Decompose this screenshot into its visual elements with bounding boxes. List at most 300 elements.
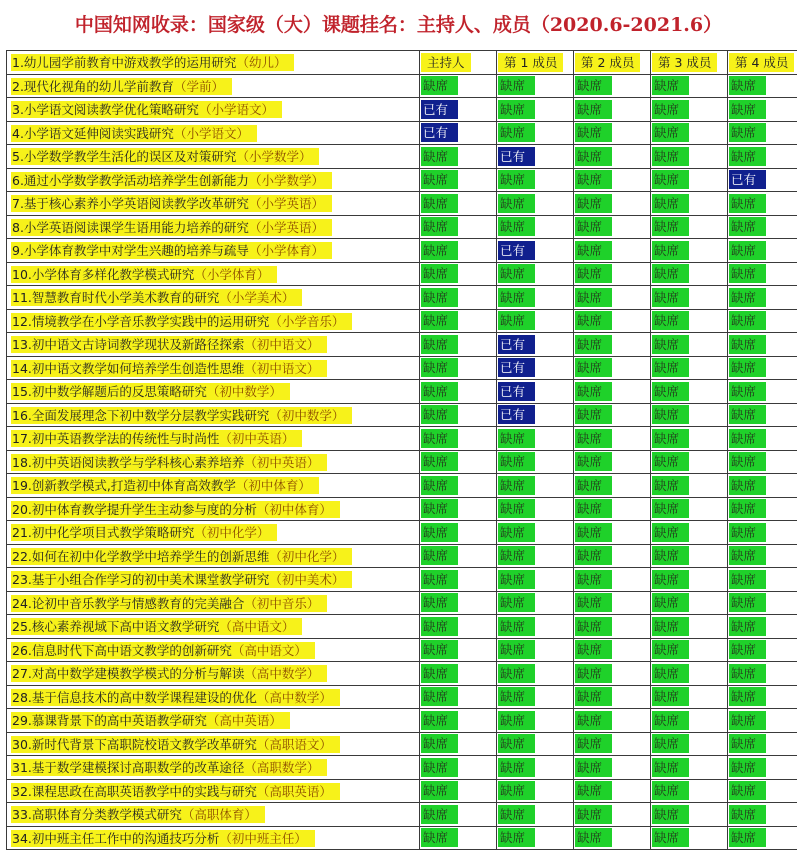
status-absent: 缺席 — [575, 194, 612, 213]
table-row — [7, 215, 797, 239]
status-cell — [497, 756, 574, 780]
status-cell — [574, 544, 651, 568]
table-row — [7, 286, 797, 310]
status-absent: 缺席 — [729, 452, 766, 471]
status-absent: 缺席 — [498, 734, 535, 753]
status-cell — [420, 145, 497, 169]
status-absent: 缺席 — [729, 264, 766, 283]
status-absent: 缺席 — [498, 123, 535, 142]
topic-cell — [7, 192, 420, 216]
status-absent: 缺席 — [575, 570, 612, 589]
status-absent: 缺席 — [498, 570, 535, 589]
status-cell — [728, 215, 797, 239]
status-cell — [574, 732, 651, 756]
status-absent: 缺席 — [729, 523, 766, 542]
topic-cell — [7, 544, 420, 568]
header-cell — [574, 51, 651, 75]
status-cell — [728, 756, 797, 780]
status-present: 已有 — [498, 405, 535, 424]
status-absent: 缺席 — [575, 311, 612, 330]
status-absent: 缺席 — [652, 100, 689, 119]
status-absent: 缺席 — [421, 664, 458, 683]
status-absent: 缺席 — [652, 546, 689, 565]
topic-subject: （小学体育） — [194, 266, 270, 282]
table-row — [7, 826, 797, 850]
topic-title: 22.如何在初中化学教学中培养学生的创新思维 — [12, 548, 270, 564]
status-cell — [574, 356, 651, 380]
status-absent: 缺席 — [421, 429, 458, 448]
status-cell — [574, 121, 651, 145]
status-cell — [651, 98, 728, 122]
status-cell — [574, 521, 651, 545]
header-cell — [497, 51, 574, 75]
status-cell — [651, 168, 728, 192]
status-absent: 缺席 — [575, 429, 612, 448]
table-row — [7, 803, 797, 827]
status-absent: 缺席 — [575, 217, 612, 236]
topic-cell — [7, 333, 420, 357]
status-cell — [420, 521, 497, 545]
status-cell — [574, 779, 651, 803]
topic-cell — [7, 756, 420, 780]
status-absent: 缺席 — [498, 828, 535, 847]
topic-subject: （初中英语） — [219, 431, 295, 447]
topic-subject: （小学数学） — [248, 172, 324, 188]
status-absent: 缺席 — [575, 452, 612, 471]
topic-highlight — [11, 759, 327, 776]
status-cell — [574, 474, 651, 498]
topic-highlight — [11, 266, 277, 283]
status-cell — [497, 497, 574, 521]
topic-title: 6.通过小学数学教学活动培养学生创新能力 — [12, 172, 249, 188]
topic-subject: （小学体育） — [248, 243, 324, 259]
status-present: 已有 — [498, 358, 535, 377]
topic-subject: （初中体育） — [256, 501, 332, 517]
status-absent: 缺席 — [575, 640, 612, 659]
topic-title: 4.小学语文延伸阅读实践研究 — [12, 125, 174, 141]
status-absent: 缺席 — [421, 358, 458, 377]
status-cell — [574, 568, 651, 592]
topic-title: 30.新时代背景下高职院校语文教学改革研究 — [12, 736, 257, 752]
topic-title: 20.初中体育教学提升学生主动参与度的分析 — [12, 501, 257, 517]
table-row — [7, 262, 797, 286]
status-cell — [497, 333, 574, 357]
topic-cell — [7, 662, 420, 686]
topic-title: 23.基于小组合作学习的初中美术课堂教学研究 — [12, 572, 270, 588]
status-cell — [728, 615, 797, 639]
status-absent: 缺席 — [498, 523, 535, 542]
status-cell — [497, 380, 574, 404]
status-cell — [651, 450, 728, 474]
status-absent: 缺席 — [498, 429, 535, 448]
page-title: 中国知网收录：国家级（大）课题挂名：主持人、成员（2020.6-2021.6） — [74, 14, 723, 36]
topic-title: 31.基于数学建模探讨高职数学的改革途径 — [12, 760, 245, 776]
status-absent: 缺席 — [575, 147, 612, 166]
status-cell — [420, 333, 497, 357]
topic-highlight — [11, 618, 302, 635]
status-absent: 缺席 — [575, 382, 612, 401]
status-absent: 缺席 — [729, 123, 766, 142]
topic-subject: （小学英语） — [248, 219, 324, 235]
status-absent: 缺席 — [575, 476, 612, 495]
status-absent: 缺席 — [729, 194, 766, 213]
status-cell — [728, 356, 797, 380]
status-cell — [651, 591, 728, 615]
status-absent: 缺席 — [652, 476, 689, 495]
status-cell — [574, 826, 651, 850]
table-row — [7, 74, 797, 98]
status-absent: 缺席 — [421, 734, 458, 753]
status-absent: 缺席 — [575, 405, 612, 424]
status-absent: 缺席 — [729, 311, 766, 330]
status-absent: 缺席 — [729, 734, 766, 753]
topic-cell — [7, 638, 420, 662]
topic-highlight — [11, 830, 315, 847]
column-header: 第 3 成员 — [652, 53, 717, 72]
status-absent: 缺席 — [729, 640, 766, 659]
status-absent: 缺席 — [421, 264, 458, 283]
status-cell — [574, 591, 651, 615]
topic-subject: （幼儿） — [236, 55, 287, 71]
status-cell — [574, 615, 651, 639]
status-cell — [728, 685, 797, 709]
topic-title: 29.慕课背景下的高中英语教学研究 — [12, 713, 207, 729]
status-cell — [651, 568, 728, 592]
table-row — [7, 709, 797, 733]
table-row — [7, 591, 797, 615]
status-cell — [728, 497, 797, 521]
status-cell — [497, 168, 574, 192]
status-cell — [497, 450, 574, 474]
status-cell — [420, 427, 497, 451]
status-cell — [497, 98, 574, 122]
status-cell — [420, 356, 497, 380]
topic-highlight — [11, 195, 332, 212]
status-cell — [574, 286, 651, 310]
topic-subject: （高职数学） — [244, 760, 320, 776]
topic-title: 2.现代化视角的幼儿学前教育 — [12, 78, 174, 94]
status-cell — [497, 474, 574, 498]
status-absent: 缺席 — [498, 170, 535, 189]
status-present: 已有 — [498, 335, 535, 354]
topic-cell — [7, 262, 420, 286]
table-row — [7, 145, 797, 169]
status-cell — [420, 168, 497, 192]
status-present: 已有 — [498, 147, 535, 166]
status-absent: 缺席 — [421, 805, 458, 824]
status-absent: 缺席 — [729, 382, 766, 401]
topic-title: 16.全面发展理念下初中数学分层教学实践研究 — [12, 407, 270, 423]
topic-highlight — [11, 454, 327, 471]
status-cell — [574, 403, 651, 427]
status-absent: 缺席 — [652, 311, 689, 330]
status-absent: 缺席 — [421, 452, 458, 471]
status-absent: 缺席 — [729, 758, 766, 777]
topic-cell — [7, 685, 420, 709]
header-cell — [420, 51, 497, 75]
topic-cell — [7, 709, 420, 733]
status-cell — [728, 309, 797, 333]
topic-title: 18.初中英语阅读教学与学科核心素养培养 — [12, 454, 245, 470]
status-cell — [651, 474, 728, 498]
column-header: 第 1 成员 — [498, 53, 563, 72]
status-cell — [420, 309, 497, 333]
status-absent: 缺席 — [421, 76, 458, 95]
status-absent: 缺席 — [498, 194, 535, 213]
status-absent: 缺席 — [421, 546, 458, 565]
status-absent: 缺席 — [652, 170, 689, 189]
topic-table — [6, 50, 797, 850]
status-cell — [497, 239, 574, 263]
status-cell — [497, 732, 574, 756]
topic-highlight — [11, 172, 332, 189]
topic-cell — [7, 474, 420, 498]
status-absent: 缺席 — [421, 828, 458, 847]
status-absent: 缺席 — [652, 781, 689, 800]
topic-highlight — [11, 336, 327, 353]
status-cell — [574, 685, 651, 709]
status-cell — [574, 333, 651, 357]
status-cell — [728, 239, 797, 263]
status-absent: 缺席 — [575, 758, 612, 777]
status-absent: 缺席 — [652, 523, 689, 542]
status-cell — [651, 262, 728, 286]
status-cell — [420, 591, 497, 615]
status-absent: 缺席 — [575, 241, 612, 260]
status-absent: 缺席 — [729, 76, 766, 95]
status-cell — [728, 427, 797, 451]
status-absent: 缺席 — [421, 405, 458, 424]
status-cell — [728, 74, 797, 98]
topic-title: 19.创新教学模式,打造初中体育高效教学 — [12, 478, 236, 494]
status-absent: 缺席 — [575, 76, 612, 95]
topic-highlight — [11, 125, 257, 142]
status-cell — [574, 309, 651, 333]
topic-highlight — [11, 242, 332, 259]
status-cell — [728, 145, 797, 169]
topic-subject: （初中数学） — [206, 384, 282, 400]
topic-highlight — [11, 148, 319, 165]
status-cell — [574, 497, 651, 521]
table-row — [7, 51, 797, 75]
topic-subject: （小学美术） — [219, 290, 295, 306]
status-absent: 缺席 — [652, 711, 689, 730]
status-absent: 缺席 — [729, 100, 766, 119]
topic-subject: （小学数学） — [236, 149, 312, 165]
status-cell — [497, 309, 574, 333]
status-cell — [651, 615, 728, 639]
status-absent: 缺席 — [421, 499, 458, 518]
topic-title: 25.核心素养视域下高中语文教学研究 — [12, 619, 220, 635]
status-absent: 缺席 — [652, 687, 689, 706]
topic-title: 21.初中化学项目式教学策略研究 — [12, 525, 195, 541]
status-absent: 缺席 — [729, 546, 766, 565]
topic-highlight — [11, 736, 340, 753]
topic-subject: （高中英语） — [206, 713, 282, 729]
table-row — [7, 685, 797, 709]
table-row — [7, 497, 797, 521]
topic-cell — [7, 380, 420, 404]
status-cell — [420, 98, 497, 122]
status-absent: 缺席 — [729, 617, 766, 636]
status-cell — [728, 168, 797, 192]
status-absent: 缺席 — [498, 664, 535, 683]
topic-title: 7.基于核心素养小学英语阅读教学改革研究 — [12, 196, 249, 212]
status-cell — [574, 803, 651, 827]
status-cell — [728, 286, 797, 310]
status-absent: 缺席 — [729, 781, 766, 800]
status-absent: 缺席 — [729, 405, 766, 424]
topic-cell — [7, 145, 420, 169]
status-absent: 缺席 — [652, 405, 689, 424]
status-absent: 缺席 — [498, 311, 535, 330]
status-cell — [728, 591, 797, 615]
status-present: 已有 — [498, 382, 535, 401]
status-cell — [420, 121, 497, 145]
status-cell — [728, 779, 797, 803]
status-cell — [420, 380, 497, 404]
status-cell — [574, 380, 651, 404]
status-cell — [420, 544, 497, 568]
status-absent: 缺席 — [729, 805, 766, 824]
table-row — [7, 662, 797, 686]
status-absent: 缺席 — [498, 640, 535, 659]
status-cell — [651, 333, 728, 357]
status-cell — [651, 638, 728, 662]
topic-cell — [7, 239, 420, 263]
status-cell — [651, 403, 728, 427]
status-absent: 缺席 — [575, 523, 612, 542]
status-cell — [497, 356, 574, 380]
table-row — [7, 779, 797, 803]
status-absent: 缺席 — [575, 828, 612, 847]
status-absent: 缺席 — [498, 100, 535, 119]
status-cell — [728, 474, 797, 498]
table-row — [7, 427, 797, 451]
status-absent: 缺席 — [652, 805, 689, 824]
topic-title: 34.初中班主任工作中的沟通技巧分析 — [12, 830, 220, 846]
topic-title: 10.小学体育多样化教学模式研究 — [12, 266, 195, 282]
topic-highlight — [11, 642, 315, 659]
status-cell — [497, 826, 574, 850]
status-absent: 缺席 — [652, 194, 689, 213]
status-absent: 缺席 — [729, 828, 766, 847]
status-cell — [420, 732, 497, 756]
status-absent: 缺席 — [575, 264, 612, 283]
topic-highlight — [11, 501, 340, 518]
status-absent: 缺席 — [498, 76, 535, 95]
status-absent: 缺席 — [652, 593, 689, 612]
status-absent: 缺席 — [652, 382, 689, 401]
topic-subject: （初中体育） — [235, 478, 311, 494]
status-cell — [497, 427, 574, 451]
status-absent: 缺席 — [575, 288, 612, 307]
status-absent: 缺席 — [421, 217, 458, 236]
topic-subject: （学前） — [173, 78, 224, 94]
topic-title: 26.信息时代下高中语文教学的创新研究 — [12, 642, 232, 658]
status-cell — [574, 662, 651, 686]
topic-cell — [7, 591, 420, 615]
topic-highlight — [11, 806, 265, 823]
status-cell — [651, 239, 728, 263]
status-cell — [420, 262, 497, 286]
topic-highlight — [11, 524, 277, 541]
header-cell — [651, 51, 728, 75]
status-absent: 缺席 — [652, 241, 689, 260]
topic-highlight — [11, 477, 319, 494]
table-row — [7, 521, 797, 545]
status-absent: 缺席 — [575, 617, 612, 636]
status-cell — [420, 497, 497, 521]
topic-subject: （高中数学） — [256, 689, 332, 705]
topic-subject: （初中化学） — [194, 525, 270, 541]
status-cell — [420, 568, 497, 592]
topic-title: 8.小学英语阅读课学生语用能力培养的研究 — [12, 219, 249, 235]
status-cell — [651, 121, 728, 145]
status-absent: 缺席 — [421, 147, 458, 166]
topic-cell — [7, 779, 420, 803]
status-absent: 缺席 — [729, 288, 766, 307]
status-cell — [497, 286, 574, 310]
status-absent: 缺席 — [652, 734, 689, 753]
topic-title: 13.初中语文古诗词教学现状及新路径探索 — [12, 337, 245, 353]
status-cell — [574, 239, 651, 263]
status-cell — [651, 709, 728, 733]
status-cell — [651, 356, 728, 380]
status-absent: 缺席 — [729, 358, 766, 377]
topic-cell — [7, 215, 420, 239]
status-absent: 缺席 — [652, 664, 689, 683]
status-cell — [574, 145, 651, 169]
status-cell — [497, 521, 574, 545]
status-cell — [420, 779, 497, 803]
topic-cell — [7, 615, 420, 639]
status-cell — [497, 803, 574, 827]
table-row — [7, 732, 797, 756]
status-cell — [497, 145, 574, 169]
status-cell — [651, 803, 728, 827]
topic-subject: （初中语文） — [244, 337, 320, 353]
status-absent: 缺席 — [498, 758, 535, 777]
table-row — [7, 615, 797, 639]
status-cell — [728, 568, 797, 592]
topic-cell — [7, 403, 420, 427]
status-cell — [497, 192, 574, 216]
status-cell — [497, 662, 574, 686]
status-absent: 缺席 — [729, 476, 766, 495]
topic-subject: （初中语文） — [244, 360, 320, 376]
status-cell — [497, 544, 574, 568]
status-absent: 缺席 — [575, 664, 612, 683]
topic-cell — [7, 450, 420, 474]
status-absent: 缺席 — [421, 382, 458, 401]
status-absent: 缺席 — [652, 429, 689, 448]
status-cell — [651, 309, 728, 333]
status-cell — [420, 474, 497, 498]
topic-title: 1.幼儿园学前教育中游戏教学的运用研究 — [12, 55, 237, 71]
topic-highlight — [11, 548, 352, 565]
topic-highlight — [11, 360, 327, 377]
status-absent: 缺席 — [421, 476, 458, 495]
topic-highlight — [11, 430, 302, 447]
status-absent: 缺席 — [498, 217, 535, 236]
status-cell — [497, 779, 574, 803]
status-cell — [420, 192, 497, 216]
status-cell — [728, 121, 797, 145]
topic-title: 3.小学语文阅读教学优化策略研究 — [12, 102, 199, 118]
topic-cell — [7, 732, 420, 756]
status-cell — [420, 74, 497, 98]
